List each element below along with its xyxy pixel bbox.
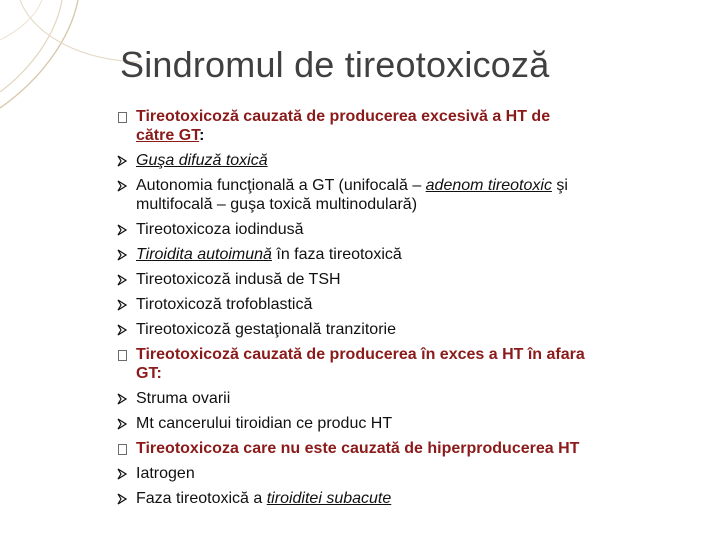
item-text: Autonomia funcţională a GT (unifocală –	[136, 177, 426, 194]
list-item	[114, 107, 674, 145]
arrow-bullet-icon	[114, 415, 130, 433]
item-text: multifocală – guşa toxică multinodulară)	[136, 196, 418, 213]
list-item	[114, 270, 674, 289]
list-item	[114, 320, 674, 339]
list-item	[114, 464, 674, 483]
list-item	[114, 439, 674, 458]
item-text: Tireotoxicoza iodindusă	[136, 221, 304, 238]
slide-title: Sindromul de tireotoxicoză	[120, 44, 550, 85]
arrow-bullet-icon	[114, 321, 130, 339]
list-item	[114, 245, 674, 264]
item-link[interactable]: tiroiditei subacute	[266, 490, 392, 507]
item-text: Tireotoxicoză cauzată de producerea excesivă a HT de	[136, 108, 551, 125]
box-bullet-icon	[114, 440, 130, 458]
item-text: Tirotoxicoză trofoblastică	[136, 296, 313, 313]
arrow-bullet-icon	[114, 490, 130, 508]
item-text: în faza tireotoxică	[271, 246, 402, 263]
item-text-underlined: către GT	[136, 127, 200, 144]
bullet-list	[114, 107, 674, 508]
item-link[interactable]: Tiroidita autoimună	[136, 246, 272, 263]
list-item	[114, 414, 674, 433]
list-item	[114, 176, 674, 214]
arrow-bullet-icon	[114, 152, 130, 170]
list-item	[114, 489, 674, 508]
item-text: Tireotoxicoză cauzată de producerea în exces a HT în afara	[136, 346, 585, 363]
item-text: Tireotoxicoza care nu este cauzată de hiperproducerea HT	[136, 440, 580, 457]
item-text: Struma ovarii	[136, 390, 231, 407]
item-text: Tireotoxicoză indusă de TSH	[136, 271, 341, 288]
list-item	[114, 345, 674, 383]
item-text: GT:	[136, 365, 162, 382]
item-text: şi	[551, 177, 568, 194]
item-text-colon: :	[199, 127, 205, 144]
item-text: Faza tireotoxică a	[136, 490, 267, 507]
item-link[interactable]: adenom tireotoxic	[425, 177, 552, 194]
arrow-bullet-icon	[114, 271, 130, 289]
arrow-bullet-icon	[114, 177, 130, 195]
box-bullet-icon	[114, 346, 130, 364]
box-bullet-icon	[114, 108, 130, 126]
arrow-bullet-icon	[114, 465, 130, 483]
item-text: Tireotoxicoză gestaţională tranzitorie	[136, 321, 396, 338]
item-text: Iatrogen	[136, 465, 195, 482]
arrow-bullet-icon	[114, 221, 130, 239]
list-item	[114, 151, 674, 170]
list-item	[114, 220, 674, 239]
list-item	[114, 389, 674, 408]
arrow-bullet-icon	[114, 390, 130, 408]
arrow-bullet-icon	[114, 296, 130, 314]
list-item	[114, 295, 674, 314]
arrow-bullet-icon	[114, 246, 130, 264]
item-text: Mt cancerului tiroidian ce produc HT	[136, 415, 393, 432]
item-link[interactable]: Guşa difuză toxică	[136, 152, 268, 169]
